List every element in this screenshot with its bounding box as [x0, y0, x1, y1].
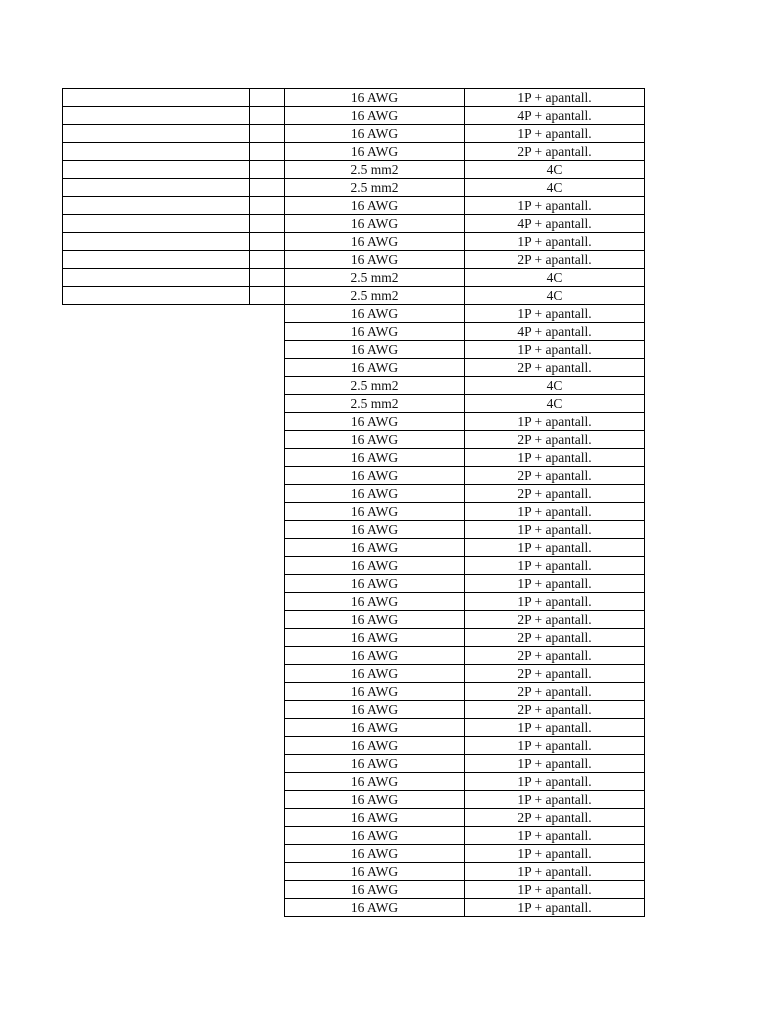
gauge-cell: 16 AWG	[285, 881, 465, 899]
code-cell	[250, 233, 285, 251]
gauge-cell: 16 AWG	[285, 791, 465, 809]
gauge-cell: 16 AWG	[285, 827, 465, 845]
config-cell: 2P + apantall.	[465, 467, 645, 485]
table-row	[63, 845, 645, 863]
label-cell	[63, 485, 250, 503]
label-cell	[63, 215, 250, 233]
gauge-cell: 16 AWG	[285, 341, 465, 359]
gauge-cell: 16 AWG	[285, 593, 465, 611]
config-cell: 1P + apantall.	[465, 341, 645, 359]
table-row	[63, 305, 645, 323]
label-cell	[63, 251, 250, 269]
code-cell	[250, 467, 285, 485]
gauge-cell: 16 AWG	[285, 449, 465, 467]
label-cell	[63, 863, 250, 881]
label-cell	[63, 557, 250, 575]
code-cell	[250, 161, 285, 179]
code-cell	[250, 575, 285, 593]
table-row	[63, 107, 645, 125]
label-cell	[63, 611, 250, 629]
config-cell: 1P + apantall.	[465, 899, 645, 917]
label-cell	[63, 413, 250, 431]
table-row	[63, 683, 645, 701]
label-cell	[63, 593, 250, 611]
config-cell: 1P + apantall.	[465, 503, 645, 521]
gauge-cell: 16 AWG	[285, 575, 465, 593]
gauge-cell: 16 AWG	[285, 557, 465, 575]
code-cell	[250, 881, 285, 899]
code-cell	[250, 179, 285, 197]
code-cell	[250, 539, 285, 557]
label-cell	[63, 89, 250, 107]
code-cell	[250, 719, 285, 737]
table-row	[63, 359, 645, 377]
table-row	[63, 863, 645, 881]
config-cell: 4C	[465, 377, 645, 395]
code-cell	[250, 647, 285, 665]
gauge-cell: 16 AWG	[285, 539, 465, 557]
table-row	[63, 827, 645, 845]
gauge-cell: 16 AWG	[285, 755, 465, 773]
label-cell	[63, 899, 250, 917]
code-cell	[250, 683, 285, 701]
gauge-cell: 16 AWG	[285, 701, 465, 719]
config-cell: 1P + apantall.	[465, 755, 645, 773]
config-cell: 2P + apantall.	[465, 647, 645, 665]
label-cell	[63, 431, 250, 449]
table-row	[63, 395, 645, 413]
code-cell	[250, 611, 285, 629]
table-row	[63, 143, 645, 161]
gauge-cell: 16 AWG	[285, 773, 465, 791]
label-cell	[63, 791, 250, 809]
gauge-cell: 16 AWG	[285, 665, 465, 683]
table-row	[63, 197, 645, 215]
code-cell	[250, 431, 285, 449]
table-row	[63, 89, 645, 107]
config-cell: 4C	[465, 269, 645, 287]
gauge-cell: 16 AWG	[285, 485, 465, 503]
code-cell	[250, 323, 285, 341]
config-cell: 1P + apantall.	[465, 305, 645, 323]
config-cell: 1P + apantall.	[465, 521, 645, 539]
config-cell: 1P + apantall.	[465, 881, 645, 899]
label-cell	[63, 629, 250, 647]
code-cell	[250, 197, 285, 215]
code-cell	[250, 125, 285, 143]
code-cell	[250, 863, 285, 881]
gauge-cell: 16 AWG	[285, 197, 465, 215]
config-cell: 1P + apantall.	[465, 449, 645, 467]
label-cell	[63, 377, 250, 395]
label-cell	[63, 539, 250, 557]
code-cell	[250, 359, 285, 377]
table-row	[63, 467, 645, 485]
config-cell: 2P + apantall.	[465, 809, 645, 827]
config-cell: 1P + apantall.	[465, 863, 645, 881]
config-cell: 2P + apantall.	[465, 485, 645, 503]
gauge-cell: 16 AWG	[285, 125, 465, 143]
gauge-cell: 16 AWG	[285, 647, 465, 665]
config-cell: 1P + apantall.	[465, 413, 645, 431]
config-cell: 1P + apantall.	[465, 575, 645, 593]
label-cell	[63, 287, 250, 305]
code-cell	[250, 341, 285, 359]
label-cell	[63, 809, 250, 827]
config-cell: 2P + apantall.	[465, 359, 645, 377]
config-cell: 2P + apantall.	[465, 431, 645, 449]
table-row	[63, 701, 645, 719]
table-row	[63, 557, 645, 575]
code-cell	[250, 791, 285, 809]
config-cell: 2P + apantall.	[465, 683, 645, 701]
label-cell	[63, 341, 250, 359]
code-cell	[250, 899, 285, 917]
config-cell: 1P + apantall.	[465, 125, 645, 143]
table-row	[63, 215, 645, 233]
gauge-cell: 16 AWG	[285, 431, 465, 449]
config-cell: 4P + apantall.	[465, 215, 645, 233]
table-row	[63, 737, 645, 755]
config-cell: 1P + apantall.	[465, 827, 645, 845]
gauge-cell: 2.5 mm2	[285, 161, 465, 179]
label-cell	[63, 233, 250, 251]
label-cell	[63, 449, 250, 467]
gauge-cell: 16 AWG	[285, 899, 465, 917]
config-cell: 1P + apantall.	[465, 197, 645, 215]
label-cell	[63, 323, 250, 341]
table-row	[63, 251, 645, 269]
label-cell	[63, 467, 250, 485]
gauge-cell: 16 AWG	[285, 719, 465, 737]
label-cell	[63, 647, 250, 665]
table-row	[63, 575, 645, 593]
table-row	[63, 161, 645, 179]
label-cell	[63, 773, 250, 791]
label-cell	[63, 395, 250, 413]
code-cell	[250, 701, 285, 719]
code-cell	[250, 89, 285, 107]
gauge-cell: 16 AWG	[285, 863, 465, 881]
gauge-cell: 16 AWG	[285, 467, 465, 485]
gauge-cell: 16 AWG	[285, 89, 465, 107]
table-row	[63, 503, 645, 521]
gauge-cell: 16 AWG	[285, 629, 465, 647]
gauge-cell: 16 AWG	[285, 809, 465, 827]
gauge-cell: 2.5 mm2	[285, 395, 465, 413]
table-row	[63, 521, 645, 539]
label-cell	[63, 701, 250, 719]
code-cell	[250, 215, 285, 233]
table-row	[63, 809, 645, 827]
code-cell	[250, 665, 285, 683]
config-cell: 1P + apantall.	[465, 791, 645, 809]
table-row	[63, 431, 645, 449]
label-cell	[63, 755, 250, 773]
config-cell: 4C	[465, 287, 645, 305]
table-row	[63, 377, 645, 395]
label-cell	[63, 269, 250, 287]
label-cell	[63, 143, 250, 161]
label-cell	[63, 359, 250, 377]
config-cell: 1P + apantall.	[465, 845, 645, 863]
config-cell: 2P + apantall.	[465, 143, 645, 161]
label-cell	[63, 827, 250, 845]
gauge-cell: 16 AWG	[285, 611, 465, 629]
config-cell: 2P + apantall.	[465, 665, 645, 683]
label-cell	[63, 881, 250, 899]
gauge-cell: 16 AWG	[285, 251, 465, 269]
config-cell: 1P + apantall.	[465, 773, 645, 791]
table-row	[63, 323, 645, 341]
config-cell: 1P + apantall.	[465, 557, 645, 575]
table-row	[63, 665, 645, 683]
gauge-cell: 16 AWG	[285, 143, 465, 161]
code-cell	[250, 269, 285, 287]
label-cell	[63, 305, 250, 323]
code-cell	[250, 845, 285, 863]
config-cell: 2P + apantall.	[465, 629, 645, 647]
config-cell: 1P + apantall.	[465, 89, 645, 107]
table-row	[63, 449, 645, 467]
code-cell	[250, 827, 285, 845]
code-cell	[250, 737, 285, 755]
cable-table	[62, 88, 645, 917]
table-row	[63, 629, 645, 647]
code-cell	[250, 143, 285, 161]
config-cell: 1P + apantall.	[465, 539, 645, 557]
code-cell	[250, 593, 285, 611]
code-cell	[250, 521, 285, 539]
label-cell	[63, 197, 250, 215]
config-cell: 4P + apantall.	[465, 323, 645, 341]
label-cell	[63, 683, 250, 701]
label-cell	[63, 125, 250, 143]
config-cell: 1P + apantall.	[465, 719, 645, 737]
table-row	[63, 773, 645, 791]
label-cell	[63, 521, 250, 539]
config-cell: 2P + apantall.	[465, 611, 645, 629]
table-row	[63, 755, 645, 773]
gauge-cell: 2.5 mm2	[285, 377, 465, 395]
config-cell: 4P + apantall.	[465, 107, 645, 125]
code-cell	[250, 287, 285, 305]
table-row	[63, 233, 645, 251]
gauge-cell: 16 AWG	[285, 737, 465, 755]
table-row	[63, 413, 645, 431]
code-cell	[250, 557, 285, 575]
label-cell	[63, 107, 250, 125]
label-cell	[63, 845, 250, 863]
label-cell	[63, 737, 250, 755]
code-cell	[250, 809, 285, 827]
code-cell	[250, 485, 285, 503]
code-cell	[250, 395, 285, 413]
table-row	[63, 125, 645, 143]
label-cell	[63, 719, 250, 737]
config-cell: 4C	[465, 179, 645, 197]
config-cell: 4C	[465, 161, 645, 179]
gauge-cell: 16 AWG	[285, 233, 465, 251]
table-row	[63, 287, 645, 305]
gauge-cell: 16 AWG	[285, 683, 465, 701]
table-row	[63, 647, 645, 665]
table-row	[63, 539, 645, 557]
table-row	[63, 881, 645, 899]
label-cell	[63, 503, 250, 521]
table-row	[63, 485, 645, 503]
table-row	[63, 719, 645, 737]
table-row	[63, 791, 645, 809]
gauge-cell: 16 AWG	[285, 107, 465, 125]
code-cell	[250, 629, 285, 647]
code-cell	[250, 503, 285, 521]
gauge-cell: 16 AWG	[285, 323, 465, 341]
gauge-cell: 16 AWG	[285, 413, 465, 431]
label-cell	[63, 665, 250, 683]
config-cell: 2P + apantall.	[465, 251, 645, 269]
table-row	[63, 269, 645, 287]
config-cell: 2P + apantall.	[465, 701, 645, 719]
code-cell	[250, 107, 285, 125]
config-cell: 1P + apantall.	[465, 593, 645, 611]
label-cell	[63, 161, 250, 179]
code-cell	[250, 773, 285, 791]
code-cell	[250, 413, 285, 431]
table-row	[63, 179, 645, 197]
gauge-cell: 16 AWG	[285, 305, 465, 323]
cable-table-body	[63, 89, 645, 917]
gauge-cell: 2.5 mm2	[285, 179, 465, 197]
table-row	[63, 899, 645, 917]
gauge-cell: 16 AWG	[285, 215, 465, 233]
table-row	[63, 341, 645, 359]
code-cell	[250, 449, 285, 467]
config-cell: 1P + apantall.	[465, 737, 645, 755]
gauge-cell: 16 AWG	[285, 359, 465, 377]
label-cell	[63, 575, 250, 593]
label-cell	[63, 179, 250, 197]
gauge-cell: 2.5 mm2	[285, 269, 465, 287]
config-cell: 1P + apantall.	[465, 233, 645, 251]
table-row	[63, 611, 645, 629]
code-cell	[250, 305, 285, 323]
gauge-cell: 16 AWG	[285, 503, 465, 521]
gauge-cell: 16 AWG	[285, 845, 465, 863]
gauge-cell: 2.5 mm2	[285, 287, 465, 305]
code-cell	[250, 755, 285, 773]
code-cell	[250, 251, 285, 269]
table-row	[63, 593, 645, 611]
config-cell: 4C	[465, 395, 645, 413]
code-cell	[250, 377, 285, 395]
gauge-cell: 16 AWG	[285, 521, 465, 539]
